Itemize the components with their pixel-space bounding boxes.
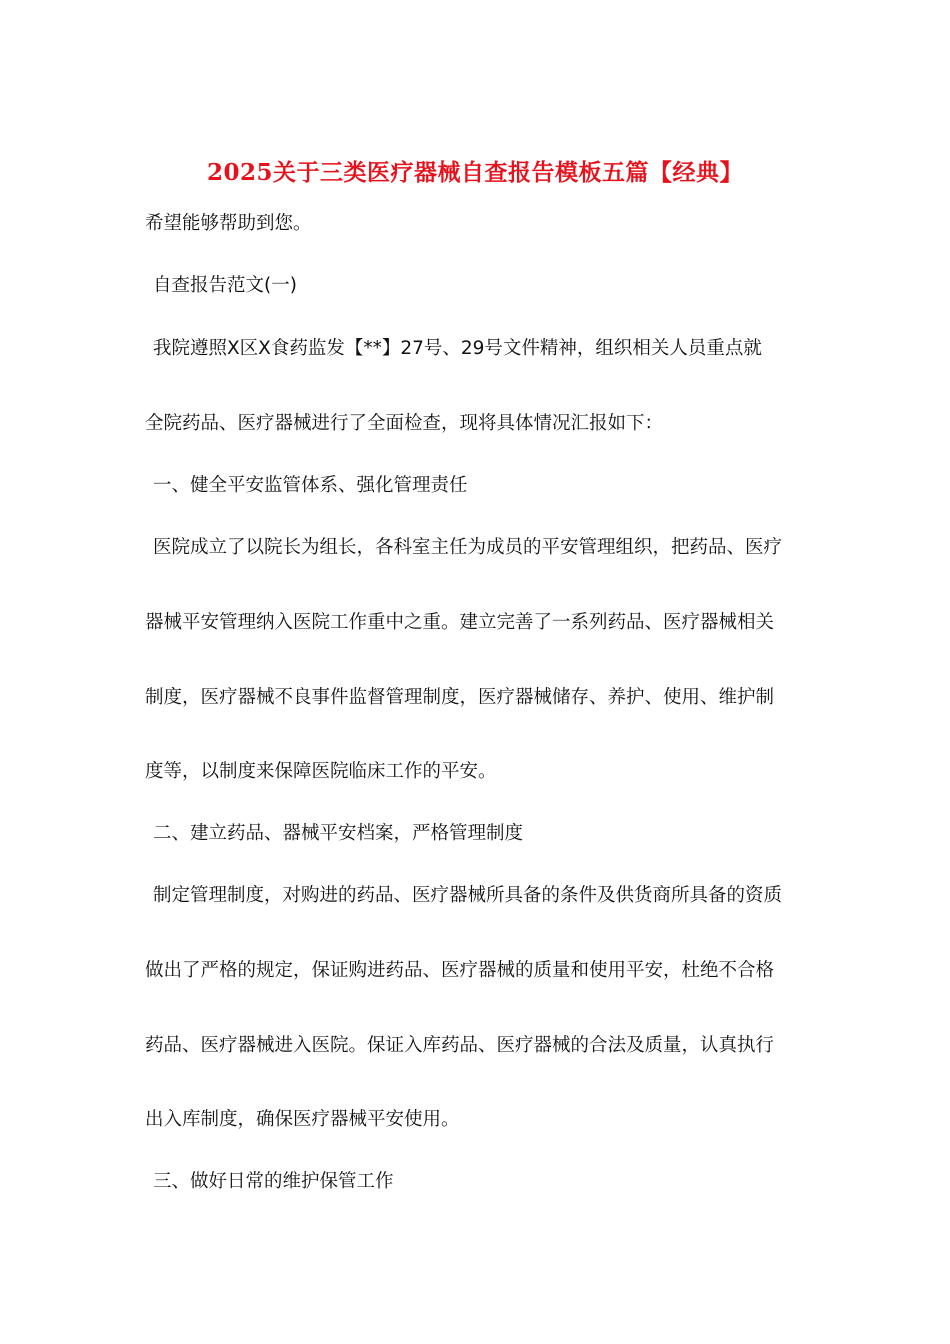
- paragraph-line: 全院药品、医疗器械进行了全面检查，现将具体情况汇报如下：: [145, 413, 664, 434]
- paragraph-line: 制定管理制度，对购进的药品、医疗器械所具备的条件及供货商所具备的资质: [153, 885, 783, 906]
- paragraph-line: 药品、医疗器械进入医院。保证入库药品、医疗器械的合法及质量，认真执行: [145, 1035, 775, 1056]
- section-heading-sample: 自查报告范文(一): [153, 275, 297, 296]
- section-heading-3: 三、做好日常的维护保管工作: [153, 1171, 394, 1192]
- paragraph-line: 器械平安管理纳入医院工作重中之重。建立完善了一系列药品、医疗器械相关: [145, 612, 775, 633]
- text-line-intro: 希望能够帮助到您。: [145, 213, 312, 234]
- section-heading-1: 一、健全平安监管体系、强化管理责任: [153, 475, 468, 496]
- document-title: 2025关于三类医疗器械自查报告模板五篇【经典】: [206, 159, 743, 186]
- paragraph-line: 我院遵照X区X食药监发【**】27号、29号文件精神，组织相关人员重点就: [153, 338, 762, 359]
- paragraph-line: 度等，以制度来保障医院临床工作的平安。: [145, 761, 497, 782]
- section-heading-2: 二、建立药品、器械平安档案，严格管理制度: [153, 823, 524, 844]
- paragraph-line: 制度，医疗器械不良事件监督管理制度，医疗器械储存、养护、使用、维护制: [145, 687, 775, 708]
- paragraph-line: 出入库制度，确保医疗器械平安使用。: [145, 1109, 460, 1130]
- paragraph-line: 医院成立了以院长为组长，各科室主任为成员的平安管理组织，把药品、医疗: [153, 537, 783, 558]
- paragraph-line: 做出了严格的规定，保证购进药品、医疗器械的质量和使用平安，杜绝不合格: [145, 960, 775, 981]
